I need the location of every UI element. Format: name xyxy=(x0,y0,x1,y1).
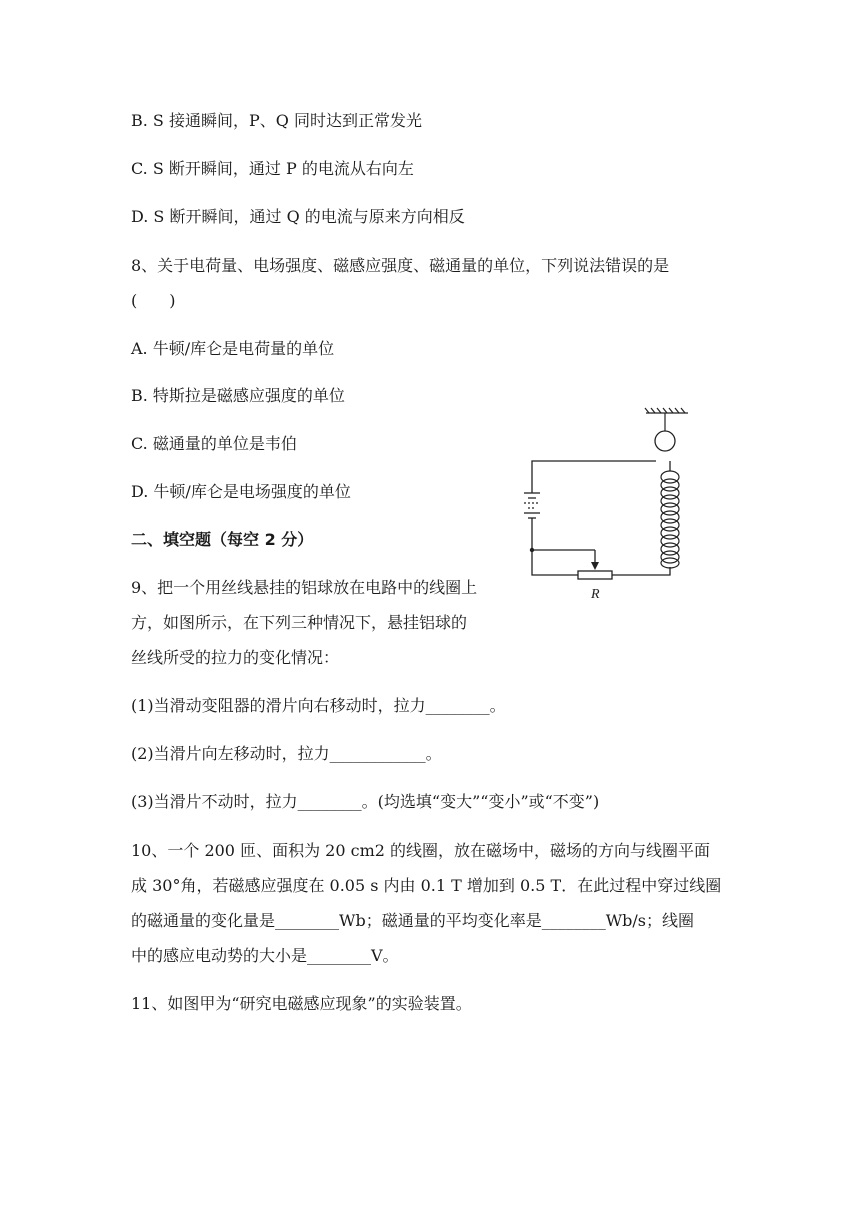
option-q8-d: D. 牛顿/库仑是电场强度的单位 xyxy=(131,482,351,501)
coil xyxy=(661,471,679,568)
rheostat xyxy=(578,571,612,579)
q9-part2: (2)当滑片向左移动时，拉力____________。 xyxy=(131,744,442,763)
aluminum-ball xyxy=(655,431,675,451)
circuit-wires xyxy=(532,461,670,575)
battery-icon xyxy=(524,493,540,523)
q9-line1: 9、把一个用丝线悬挂的铝球放在电路中的线圈上 xyxy=(131,578,478,597)
option-q8-a: A. 牛顿/库仑是电荷量的单位 xyxy=(131,339,335,358)
ceiling-support xyxy=(645,408,688,413)
option-q8-c: C. 磁通量的单位是韦伯 xyxy=(131,434,297,453)
rheostat-label: R xyxy=(591,587,600,602)
q9-part1: (1)当滑动变阻器的滑片向右移动时，拉力________。 xyxy=(131,696,506,715)
q10-line1: 10、一个 200 匝、面积为 20 cm2 的线圈，放在磁场中，磁场的方向与线圈平面 xyxy=(131,841,711,860)
q8-stem-line2: ( ) xyxy=(131,291,176,310)
option-q7-c: C. S 断开瞬间，通过 P 的电流从右向左 xyxy=(131,159,414,178)
q8-stem-line1: 8、关于电荷量、电场强度、磁感应强度、磁通量的单位，下列说法错误的是 xyxy=(131,256,670,275)
section-title: 二、填空题（每空 2 分） xyxy=(131,530,314,549)
q10-line4: 中的感应电动势的大小是________V。 xyxy=(131,946,399,965)
slider-arrow xyxy=(591,562,599,570)
q11-line1: 11、如图甲为“研究电磁感应现象”的实验装置。 xyxy=(131,994,472,1013)
option-q7-d: D. S 断开瞬间，通过 Q 的电流与原来方向相反 xyxy=(131,207,465,226)
option-q8-b: B. 特斯拉是磁感应强度的单位 xyxy=(131,386,345,405)
circuit-figure xyxy=(510,405,710,605)
q9-part3: (3)当滑片不动时，拉力________。(均选填“变大”“变小”或“不变”) xyxy=(131,792,600,811)
option-q7-b: B. S 接通瞬间，P、Q 同时达到正常发光 xyxy=(131,111,422,130)
q9-line2: 方，如图所示，在下列三种情况下，悬挂铝球的 xyxy=(131,613,468,632)
q9-line3: 丝线所受的拉力的变化情况： xyxy=(131,648,340,667)
q10-line3: 的磁通量的变化量是________Wb；磁通量的平均变化率是________Wb/s；线圈 xyxy=(131,911,694,930)
q10-line2: 成 30°角，若磁感应强度在 0.05 s 内由 0.1 T 增加到 0.5 T．在此过程中穿过线圈 xyxy=(131,876,722,895)
junction-dot xyxy=(530,548,534,552)
